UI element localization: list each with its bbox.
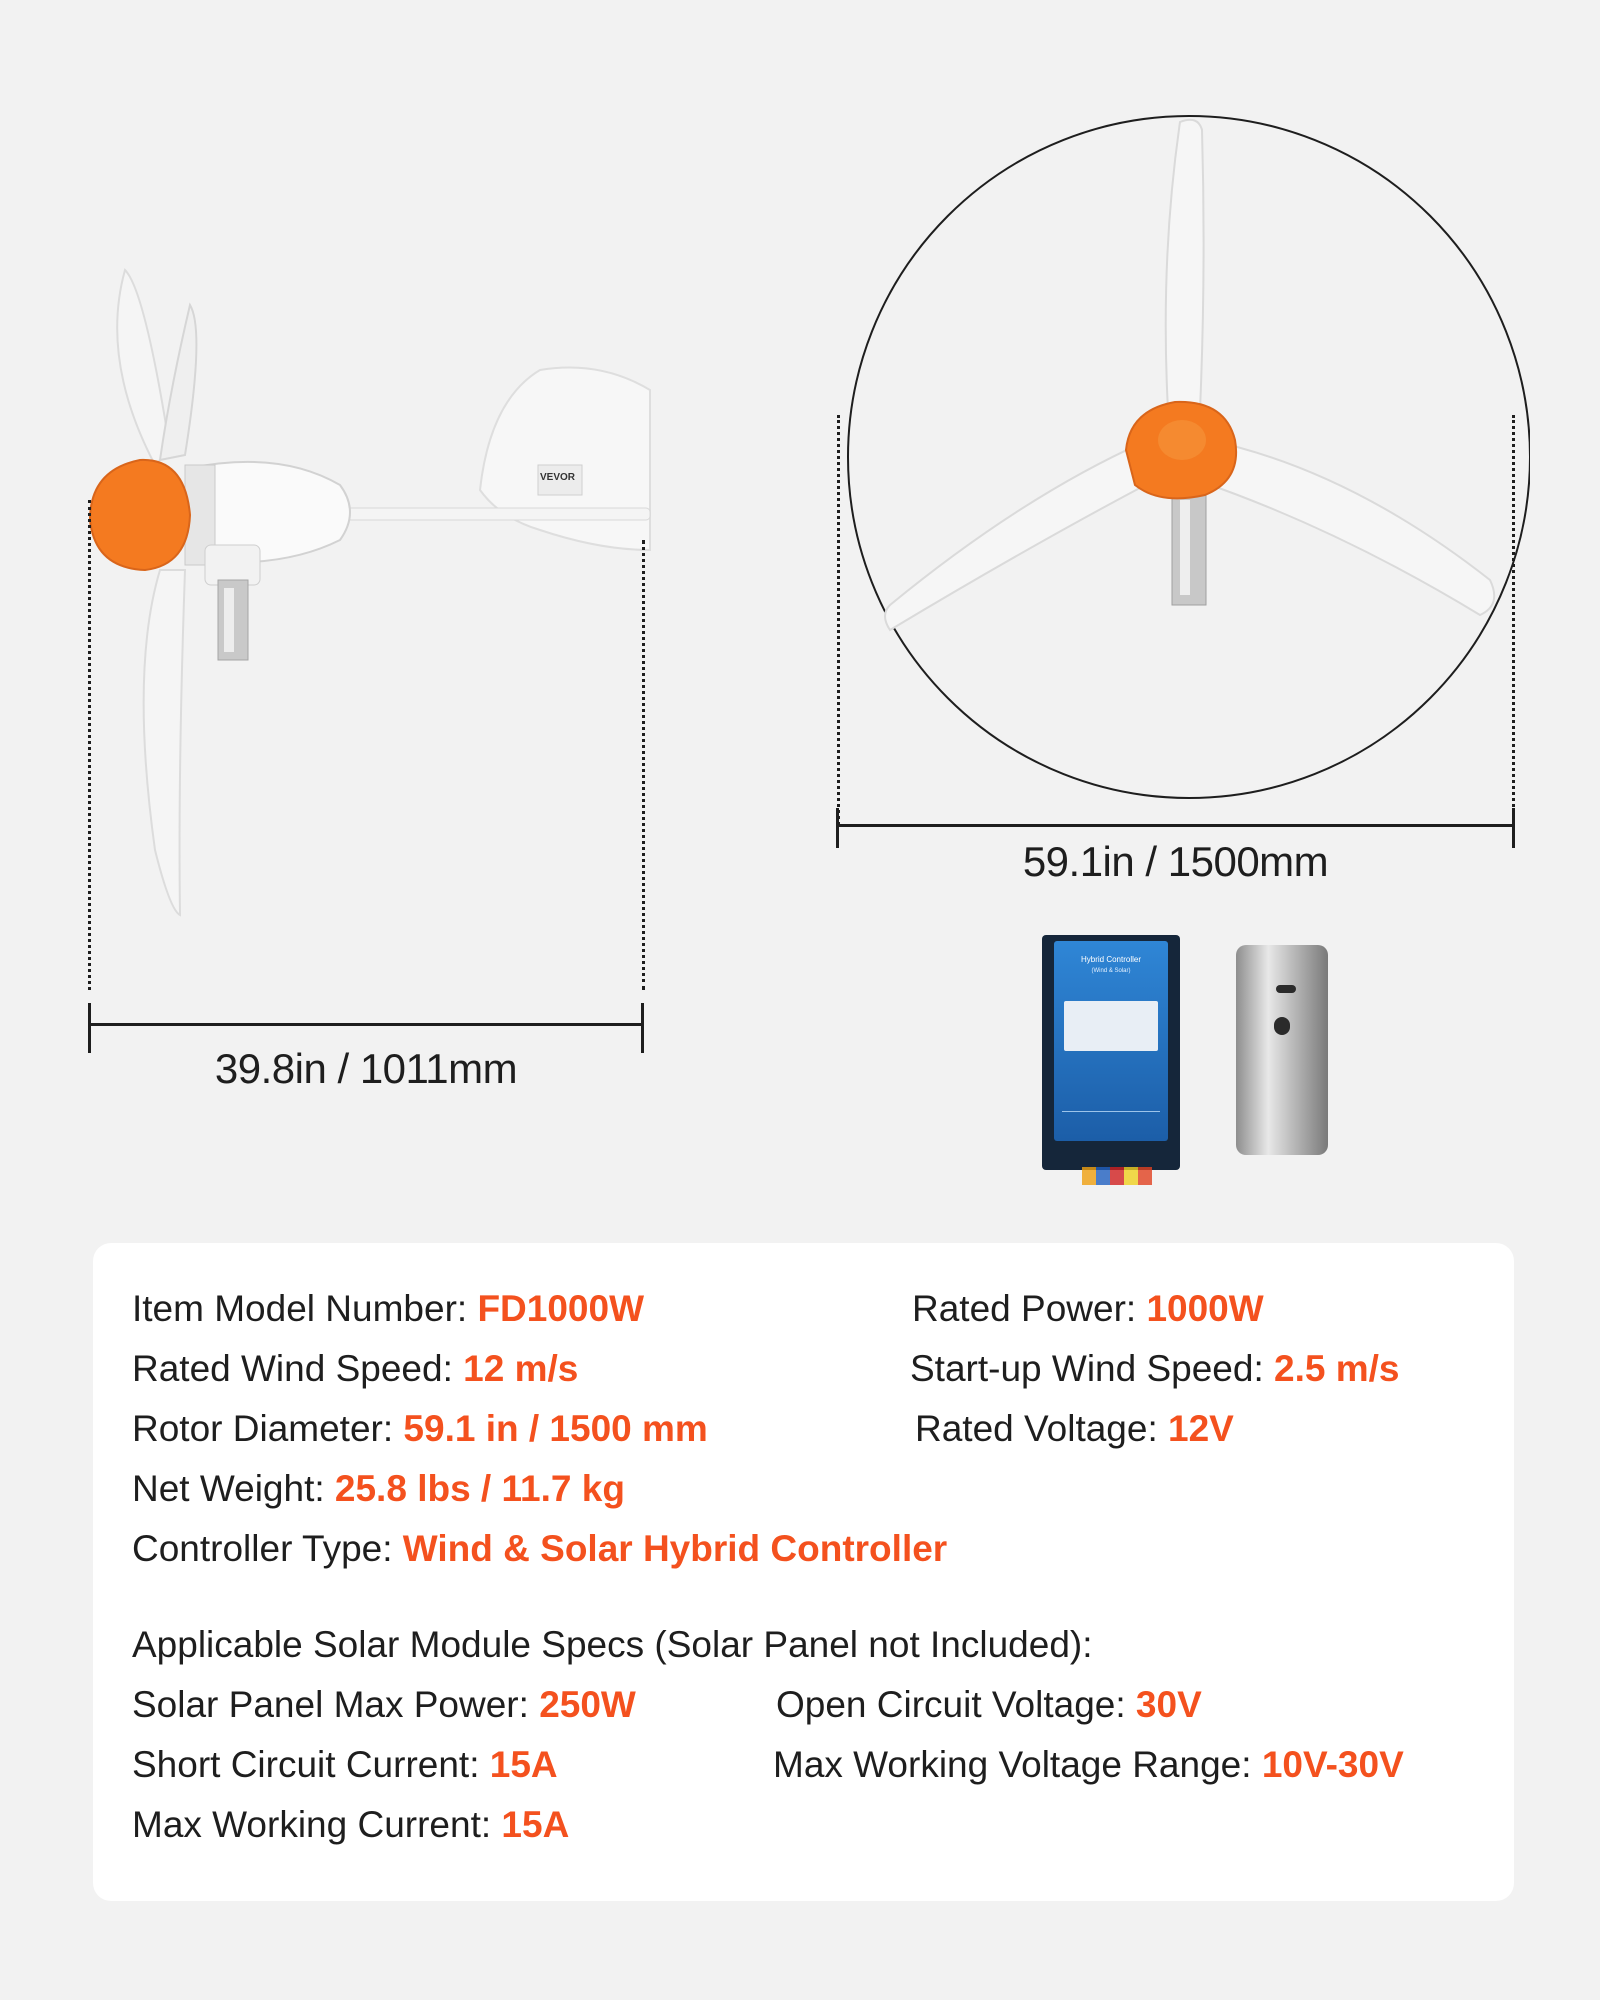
mount-hole-bottom xyxy=(1274,1017,1290,1035)
solar-short-circuit-current: Short Circuit Current: 15A xyxy=(132,1744,558,1785)
spec-rated-voltage: Rated Voltage: 12V xyxy=(915,1408,1234,1449)
solar-open-circuit-voltage: Open Circuit Voltage: 30V xyxy=(776,1684,1202,1725)
dimension-guide-right xyxy=(642,540,645,990)
dimension-line-length xyxy=(88,1023,644,1026)
spec-controller-type: Controller Type: Wind & Solar Hybrid Controller xyxy=(132,1528,948,1569)
spec-card xyxy=(93,1243,1514,1901)
controller-terminals xyxy=(1062,1111,1160,1134)
svg-text:VEVOR: VEVOR xyxy=(540,472,576,483)
spec-model: Item Model Number: FD1000W xyxy=(132,1288,645,1329)
spec-startup-wind-speed: Start-up Wind Speed: 2.5 m/s xyxy=(910,1348,1400,1389)
controller-subtitle: (Wind & Solar) xyxy=(1091,968,1131,974)
spec-rotor-diameter: Rotor Diameter: 59.1 in / 1500 mm xyxy=(132,1408,708,1449)
dimension-line-rotor xyxy=(837,824,1514,827)
steel-mount-tube xyxy=(1236,945,1328,1155)
controller-title: Hybrid Controller xyxy=(1080,955,1142,964)
controller-wires xyxy=(1082,1167,1152,1185)
rotor-dimension-label: 59.1in / 1500mm xyxy=(1022,838,1329,885)
rotor-guide-right xyxy=(1512,415,1515,825)
dimension-guide-left xyxy=(88,500,91,990)
spec-rated-wind-speed: Rated Wind Speed: 12 m/s xyxy=(132,1348,579,1389)
spec-net-weight: Net Weight: 25.8 lbs / 11.7 kg xyxy=(132,1468,625,1509)
wind-turbine-front-view xyxy=(830,110,1530,870)
hybrid-controller xyxy=(1042,935,1180,1170)
solar-max-working-voltage-range: Max Working Voltage Range: 10V-30V xyxy=(773,1744,1404,1785)
solar-max-working-current: Max Working Current: 15A xyxy=(132,1804,570,1845)
wind-turbine-side-view xyxy=(60,250,660,950)
controller-face xyxy=(1054,941,1168,1141)
length-dimension-label: 39.8in / 1011mm xyxy=(214,1045,518,1092)
mount-hole-top xyxy=(1276,985,1296,993)
controller-spec-label xyxy=(1064,1001,1158,1051)
solar-specs-heading: Applicable Solar Module Specs (Solar Panel not Included): xyxy=(132,1624,1093,1665)
solar-max-power: Solar Panel Max Power: 250W xyxy=(132,1684,636,1725)
rotor-guide-left xyxy=(837,415,840,825)
spec-rated-power: Rated Power: 1000W xyxy=(912,1288,1264,1329)
